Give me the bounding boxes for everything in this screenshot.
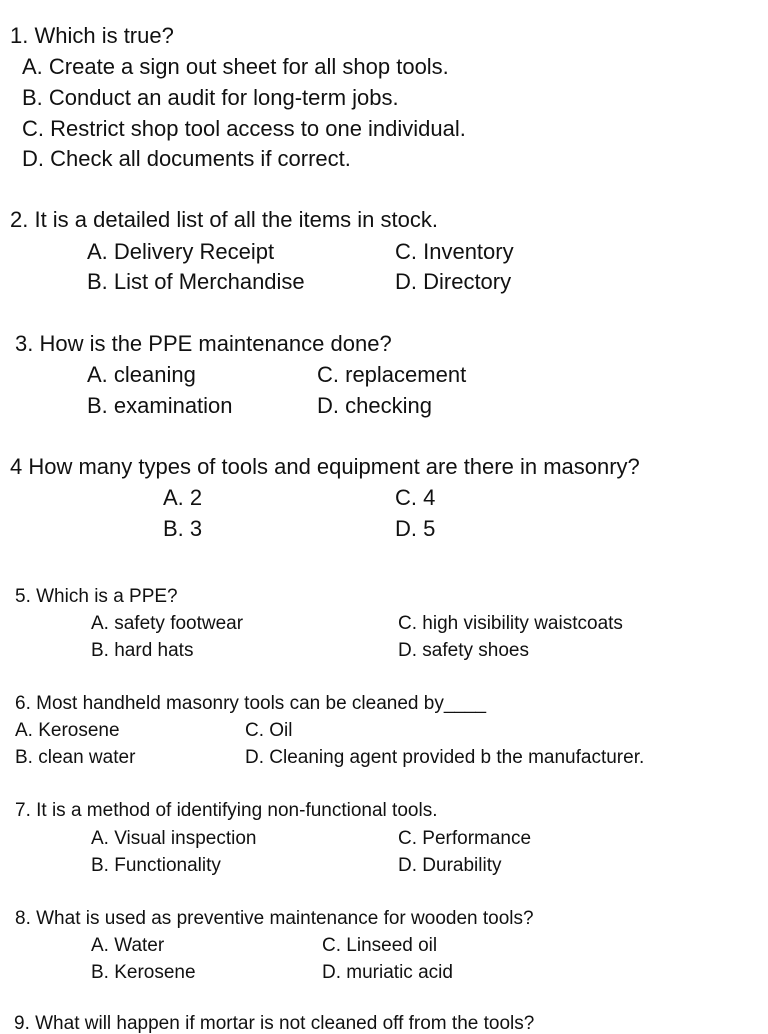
question-6-stem: 6. Most handheld masonry tools can be cleaned by____	[15, 693, 487, 714]
question-5-option-d: D. safety shoes	[398, 640, 529, 661]
question-3-option-b: B. examination	[87, 393, 233, 418]
question-1-option-c: C. Restrict shop tool access to one individual.	[22, 116, 466, 141]
question-2-option-d: D. Directory	[395, 269, 512, 294]
question-1-option-a: A. Create a sign out sheet for all shop tools.	[22, 54, 449, 79]
question-3-option-d: D. checking	[317, 393, 432, 418]
question-2-option-b: B. List of Merchandise	[87, 269, 305, 294]
question-5-option-a: A. safety footwear	[91, 613, 244, 634]
question-8-option-c: C. Linseed oil	[322, 935, 438, 956]
question-4-stem: 4 How many types of tools and equipment are there in masonry?	[10, 454, 640, 479]
question-1-option-b: B. Conduct an audit for long-term jobs.	[22, 85, 399, 110]
question-3-option-c: C. replacement	[317, 362, 467, 387]
question-7-option-a: A. Visual inspection	[91, 828, 257, 849]
question-8-option-d: D. muriatic acid	[322, 962, 453, 983]
question-8-stem: 8. What is used as preventive maintenance for wooden tools?	[15, 908, 534, 929]
question-2-option-a: A. Delivery Receipt	[87, 239, 275, 264]
question-3-option-a: A. cleaning	[87, 362, 196, 387]
question-6-option-b: B. clean water	[15, 747, 136, 768]
question-6-option-d: D. Cleaning agent provided b the manufacturer.	[245, 747, 645, 768]
question-2-stem: 2. It is a detailed list of all the items in stock.	[10, 207, 438, 232]
question-3-stem: 3. How is the PPE maintenance done?	[15, 331, 392, 356]
question-8-option-a: A. Water	[91, 935, 165, 956]
question-6-option-a: A. Kerosene	[15, 720, 120, 741]
question-1-option-d: D. Check all documents if correct.	[22, 146, 351, 171]
question-4-option-d: D. 5	[395, 516, 436, 541]
question-7-option-c: C. Performance	[398, 828, 532, 849]
question-7-option-b: B. Functionality	[91, 855, 221, 876]
question-2-option-c: C. Inventory	[395, 239, 514, 264]
question-4-option-b: B. 3	[163, 516, 203, 541]
question-5-stem: 5. Which is a PPE?	[15, 586, 178, 607]
question-6-option-c: C. Oil	[245, 720, 293, 741]
question-5-option-b: B. hard hats	[91, 640, 194, 661]
question-7-option-d: D. Durability	[398, 855, 502, 876]
question-4-option-a: A. 2	[163, 485, 203, 510]
question-9-stem: 9. What will happen if mortar is not cleaned off from the tools?	[14, 1013, 535, 1034]
question-4-option-c: C. 4	[395, 485, 436, 510]
question-8-option-b: B. Kerosene	[91, 962, 196, 983]
question-1-stem: 1. Which is true?	[10, 23, 174, 48]
question-7-stem: 7. It is a method of identifying non-functional tools.	[15, 800, 438, 821]
question-5-option-c: C. high visibility waistcoats	[398, 613, 623, 634]
